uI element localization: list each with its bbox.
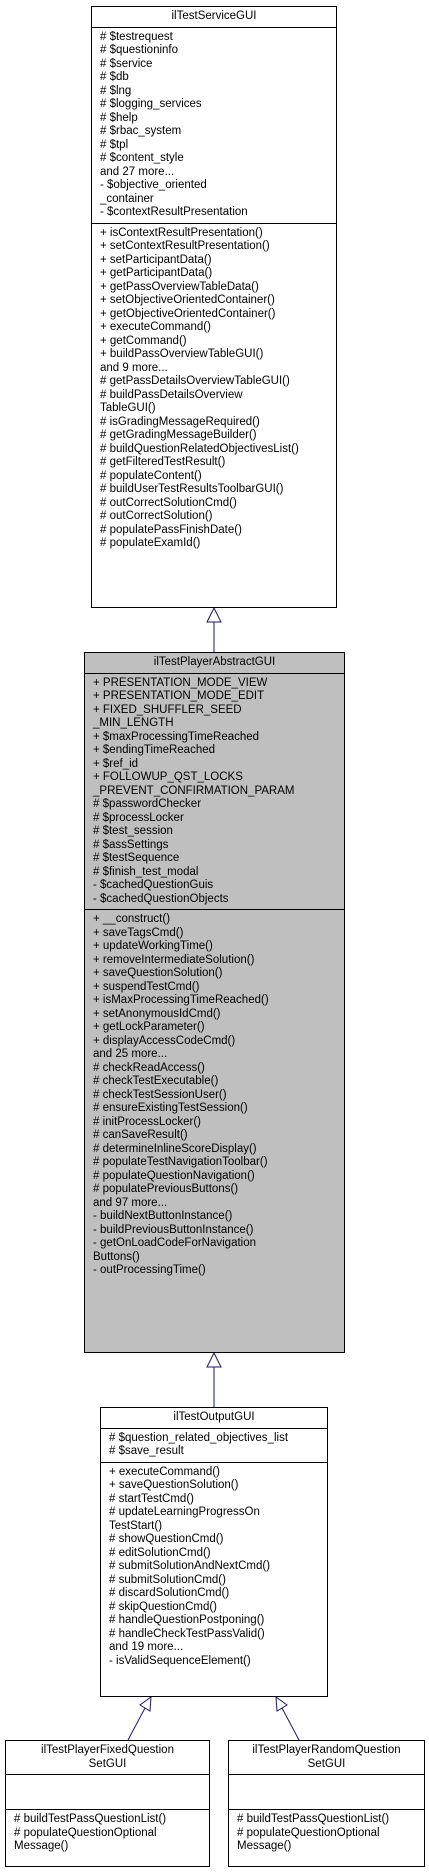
operation: + getLockParameter() <box>93 1021 205 1033</box>
operation: # populatePreviousButtons() <box>93 1183 239 1195</box>
operation: + setParticipantData() <box>100 253 212 266</box>
operation: + getObjectiveOrientedContainer() <box>100 307 276 320</box>
operation: # submitSolutionCmd() <box>109 1573 226 1586</box>
operation: # handleQuestionPostponing() <box>109 1614 265 1626</box>
attributes-section <box>85 674 344 911</box>
operation: # outCorrectSolution() <box>100 510 213 522</box>
attribute: - $cachedQuestionObjects <box>93 892 229 905</box>
attribute: + $ref_id <box>93 757 139 770</box>
attribute: - $contextResultPresentation <box>100 206 248 218</box>
operation: + buildPassOverviewTableGUI() <box>100 348 264 360</box>
operation: and 97 more... <box>93 1196 168 1209</box>
class-name <box>92 7 336 28</box>
operation: # discardSolutionCmd() <box>109 1587 230 1599</box>
attribute: # $test_session <box>93 825 173 837</box>
operation: # outCorrectSolutionCmd() <box>100 496 237 509</box>
attribute: # $tpl <box>100 138 129 151</box>
attribute: # $assSettings <box>93 838 169 851</box>
operation: - isValidSequenceElement() <box>109 1654 251 1667</box>
operation: # determineInlineScoreDisplay() <box>93 1142 257 1155</box>
operation: # skipQuestionCmd() <box>109 1600 218 1613</box>
operations-section <box>92 224 336 554</box>
attribute: + FOLLOWUP_QST_LOCKS <box>93 771 243 783</box>
operation: # updateLearningProgressOn <box>109 1506 260 1518</box>
operation: # buildQuestionRelatedObjectivesList() <box>100 442 299 455</box>
attribute: # $lng <box>100 84 132 97</box>
operation: + displayAccessCodeCmd() <box>93 1034 236 1047</box>
operation: # submitSolutionAndNextCmd() <box>109 1560 271 1572</box>
operation: + isMaxProcessingTimeReached() <box>93 994 269 1006</box>
operation: Message() <box>237 1840 292 1852</box>
attribute: _container <box>100 192 154 205</box>
operation: + __construct() <box>93 913 171 925</box>
operations-section <box>101 1463 327 1672</box>
class-name-line: ilTestServiceGUI <box>171 10 257 22</box>
class-name-line: SetGUI <box>307 1757 346 1770</box>
operation: + updateWorkingTime() <box>93 940 213 952</box>
operation: # checkTestSessionUser() <box>93 1088 227 1101</box>
operation: # populateQuestionOptional <box>237 1826 380 1839</box>
operation: Message() <box>14 1840 69 1852</box>
operation: + getParticipantData() <box>100 267 213 279</box>
attribute: + PRESENTATION_MODE_VIEW <box>93 676 268 689</box>
operation: + setAnonymousIdCmd() <box>93 1007 221 1020</box>
operation: # buildPassDetailsOverview <box>100 388 243 401</box>
operations-section <box>229 1810 424 1857</box>
operation: # buildUserTestResultsToolbarGUI() <box>100 483 284 495</box>
operation: # populateQuestionNavigation() <box>93 1169 255 1182</box>
operation: # startTestCmd() <box>109 1492 194 1505</box>
class-name-line: ilTestPlayerAbstractGUI <box>153 656 276 668</box>
attribute: # $save_result <box>109 1445 184 1457</box>
operation: + executeCommand() <box>109 1465 220 1478</box>
class-name <box>229 1741 424 1775</box>
operation: # getPassDetailsOverviewTableGUI() <box>100 375 290 387</box>
operation: # populateTestNavigationToolbar() <box>93 1156 268 1168</box>
attribute: # $questioninfo <box>100 44 179 56</box>
attribute: # $testSequence <box>93 852 180 864</box>
operation: + setObjectiveOrientedContainer() <box>100 294 275 306</box>
attribute: # $service <box>100 57 153 70</box>
operation: # getGradingMessageBuilder() <box>100 429 257 441</box>
class-name <box>6 1741 209 1775</box>
edge-arrowhead <box>140 1697 151 1711</box>
class-box-iltestplayerrandomquestionsetgui <box>228 1740 425 1867</box>
attribute: - $cachedQuestionGuis <box>93 879 214 891</box>
operations-section <box>6 1810 209 1857</box>
attribute: + FIXED_SHUFFLER_SEED <box>93 703 242 716</box>
operation: + saveTagsCmd() <box>93 926 184 939</box>
attribute: # $content_style <box>100 152 184 164</box>
attribute: # $db <box>100 71 129 83</box>
edge-fixed-to-output <box>128 1708 145 1740</box>
operation: # ensureExistingTestSession() <box>93 1102 248 1114</box>
attribute: # $rbac_system <box>100 125 182 137</box>
operation: # editSolutionCmd() <box>109 1546 211 1559</box>
operations-section <box>85 910 344 1281</box>
attributes-section <box>229 1775 424 1810</box>
operation: # showQuestionCmd() <box>109 1533 224 1545</box>
operation: # populateExamId() <box>100 537 201 549</box>
class-box-iltestplayerfixedquestionsetgui <box>5 1740 210 1867</box>
class-box-iltestplayerabstractgui <box>84 652 345 1353</box>
operation: + saveQuestionSolution() <box>109 1479 239 1491</box>
attribute: and 27 more... <box>100 165 175 178</box>
operation: + removeIntermediateSolution() <box>93 953 255 966</box>
operation: + getPassOverviewTableData() <box>100 280 259 293</box>
attribute: _MIN_LENGTH <box>93 717 174 729</box>
operation: # handleCheckTestPassValid() <box>109 1627 265 1640</box>
operation: + suspendTestCmd() <box>93 980 200 993</box>
edge-random-to-output <box>282 1708 299 1740</box>
attribute: # $passwordChecker <box>93 798 202 810</box>
attribute: + PRESENTATION_MODE_EDIT <box>93 690 265 702</box>
operation: and 25 more... <box>93 1048 168 1060</box>
operation: + isContextResultPresentation() <box>100 226 263 239</box>
operation: - buildNextButtonInstance() <box>93 1210 233 1222</box>
attribute: # $logging_services <box>100 98 202 110</box>
attribute: + $endingTimeReached <box>93 744 216 756</box>
class-box-iltestoutputgui <box>100 1407 328 1697</box>
attributes-section <box>6 1775 209 1810</box>
class-name <box>85 653 344 674</box>
class-name-line: ilTestOutputGUI <box>173 1411 255 1423</box>
operation: and 19 more... <box>109 1641 184 1653</box>
edge-arrowhead <box>276 1697 287 1711</box>
attributes-section <box>101 1429 327 1463</box>
operation: # canSaveResult() <box>93 1129 188 1141</box>
attribute: # $finish_test_modal <box>93 865 199 878</box>
attribute: _PREVENT_CONFIRMATION_PARAM <box>93 784 295 797</box>
operation: # getFilteredTestResult() <box>100 456 226 468</box>
class-name-line: ilTestPlayerRandomQuestion <box>252 1744 401 1756</box>
operation: - outProcessingTime() <box>93 1264 206 1276</box>
operation: # isGradingMessageRequired() <box>100 415 260 428</box>
operation: # populateQuestionOptional <box>14 1826 157 1839</box>
attributes-section <box>92 28 336 224</box>
operation: and 9 more... <box>100 361 168 374</box>
operation: # initProcessLocker() <box>93 1115 202 1128</box>
edge-arrowhead <box>207 1353 221 1367</box>
operation: - buildPreviousButtonInstance() <box>93 1223 254 1236</box>
attribute: - $objective_oriented <box>100 179 207 191</box>
operation: + executeCommand() <box>100 321 211 333</box>
class-name-line: ilTestPlayerFixedQuestion <box>41 1744 174 1756</box>
class-name <box>101 1408 327 1429</box>
attribute: # $processLocker <box>93 811 184 824</box>
operation: # buildTestPassQuestionList() <box>237 1813 390 1825</box>
operation: # populateContent() <box>100 469 202 482</box>
operation: # populatePassFinishDate() <box>100 523 242 536</box>
class-box-iltestservicegui <box>91 6 337 608</box>
class-name-line: SetGUI <box>88 1757 127 1770</box>
edge-arrowhead <box>207 608 221 622</box>
operation: # checkReadAccess() <box>93 1061 205 1074</box>
attribute: # $question_related_objectives_list <box>109 1431 289 1444</box>
attribute: # $help <box>100 111 138 124</box>
operation: - getOnLoadCodeForNavigation <box>93 1237 257 1249</box>
operation: # buildTestPassQuestionList() <box>14 1813 167 1825</box>
operation: + saveQuestionSolution() <box>93 967 223 979</box>
operation: TestStart() <box>109 1519 163 1532</box>
attribute: + $maxProcessingTimeReached <box>93 730 260 743</box>
operation: + getCommand() <box>100 334 187 347</box>
operation: TableGUI() <box>100 402 156 414</box>
operation: Buttons() <box>93 1250 140 1263</box>
operation: + setContextResultPresentation() <box>100 240 270 252</box>
operation: # checkTestExecutable() <box>93 1075 219 1087</box>
attribute: # $testrequest <box>100 30 173 43</box>
